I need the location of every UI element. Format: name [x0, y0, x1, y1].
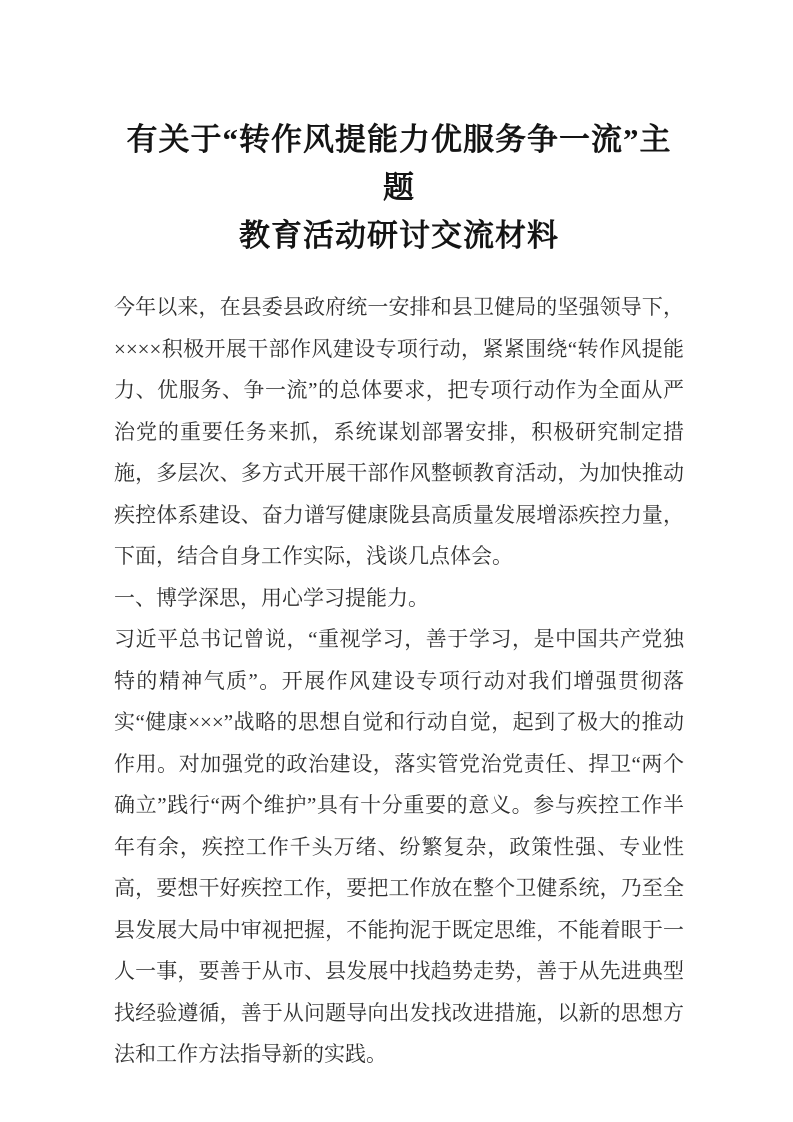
document-title-line-1: 有关于“转作风提能力优服务争一流”主题 [126, 122, 672, 205]
document-title [114, 116, 684, 260]
paragraph-section-heading: 一、博学深思，用心学习提能力。 [114, 585, 429, 610]
paragraph-section-body: 习近平总书记曾说，“重视学习，善于学习，是中国共产党独特的精神气质”。开展作风建设专项行动对我们增强贯彻落实“健康×××”战略的思想自觉和行动自觉，起到了极大的推动作用。对加强党的政治建设，落实管党治党责任、捍卫“两个确立”践行“两个维护”具有十分重要的意义。参与疾控工作半年有余，疾控工作千头万绪、纷繁复杂，政策性强、专业性高，要想干好疾控工作，要把工作放在整个卫健系统，乃至全县发展大局中审视把握，不能拘泥于既定思维，不能着眼于一人一事，要善于从市、县发展中找趋势走势，善于从先进典型找经验遵循，善于从问题导向出发找改进措施，以新的思想方法和工作方法指导新的实践。 [114, 627, 684, 1066]
document-title-line-2: 教育活动研讨交流材料 [239, 218, 559, 253]
document-body [114, 287, 684, 1076]
paragraph-intro: 今年以来，在县委县政府统一安排和县卫健局的坚强领导下，××××积极开展干部作风建设专项行动，紧紧围绕“转作风提能力、优服务、争一流”的总体要求，把专项行动作为全面从严治党的重要任务来抓，系统谋划部署安排，积极研究制定措施，多层次、多方式开展干部作风整顿教育活动，为加快推动疾控体系建设、奋力谱写健康陇县高质量发展增添疾控力量，下面，结合自身工作实际，浅谈几点体会。 [114, 295, 684, 568]
content-column [114, 0, 684, 1076]
